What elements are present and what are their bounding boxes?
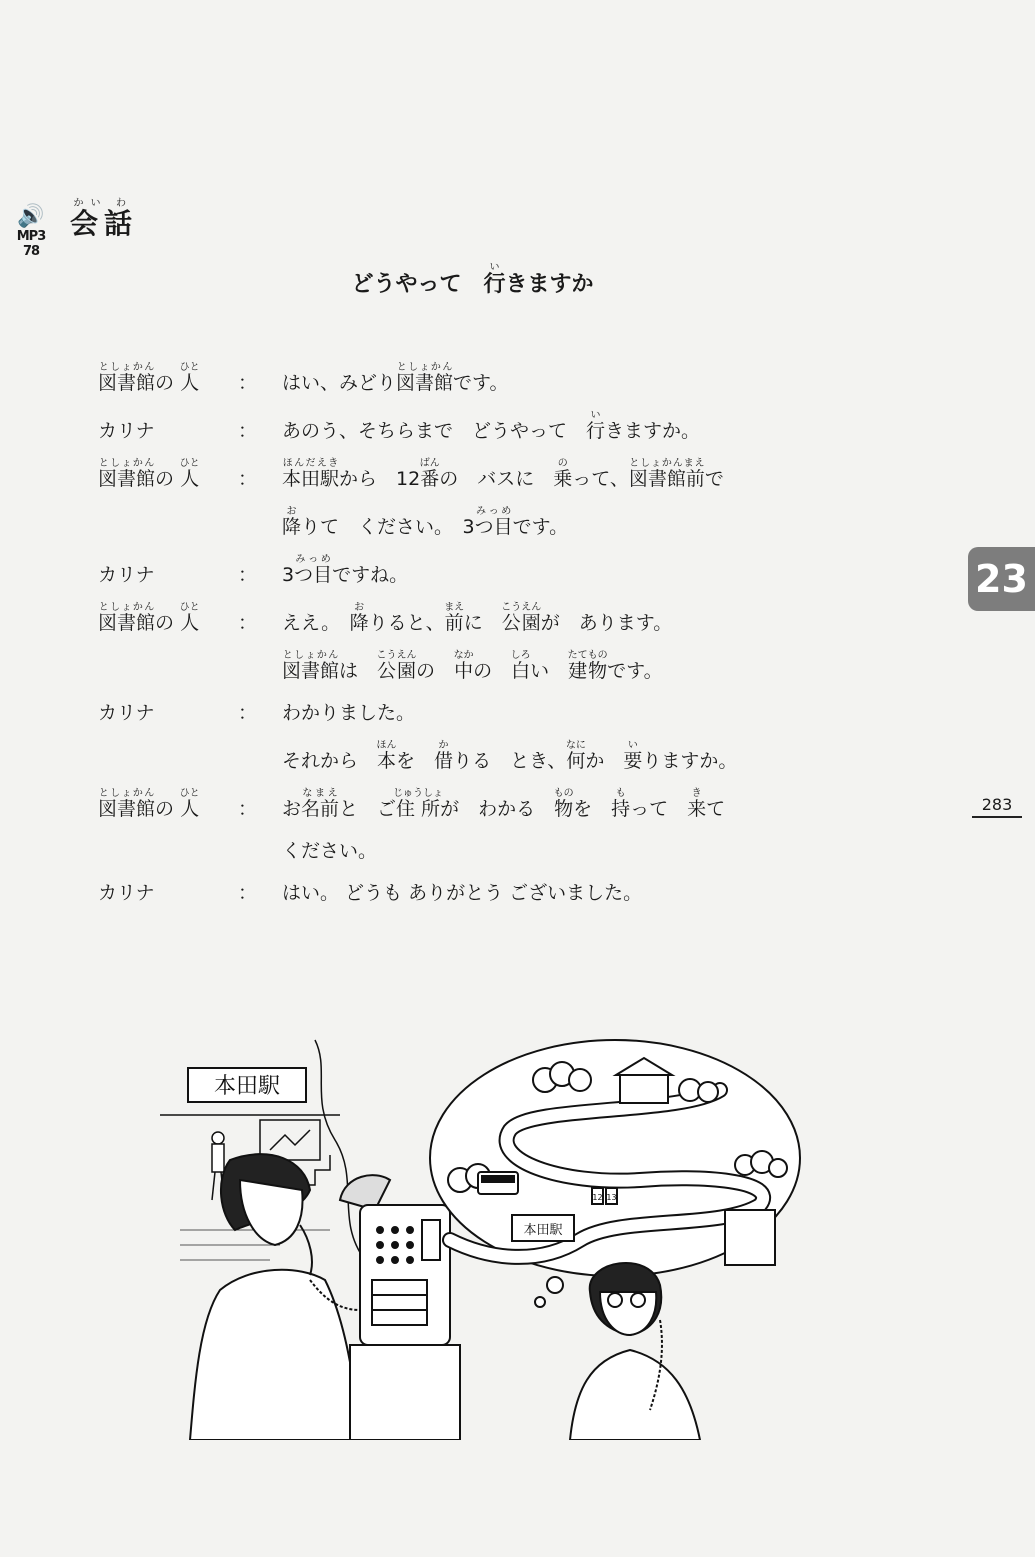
dialogue-line: 降おりて ください。 3つ目みっめです。 <box>282 506 569 538</box>
speaker-icon: 🔊 <box>17 204 45 229</box>
svg-text:12: 12 <box>592 1193 603 1202</box>
dialogue-line: 図書館としょかんの 人ひと ： お名前なまえと ご住所じゅうしょが わかる 物ものを 持もって 来きて <box>98 788 918 824</box>
speaker-librarian: 図書館としょかんの 人ひと <box>98 788 200 820</box>
speaker-karina: カリナ <box>98 564 155 586</box>
station-sign <box>188 1068 306 1102</box>
speaker-librarian: 図書館としょかんの 人ひと <box>98 458 200 490</box>
dialogue-line: 図書館としょかんの 人ひと ： ええ。 降おりると、前まえに 公園こうえんが あります。 <box>98 602 918 638</box>
karina-figure <box>190 1154 360 1440</box>
dialogue-line: それから 本ほんを 借かりる とき、何なにか 要いりますか。 <box>282 740 738 772</box>
dialogue-line: 図書館としょかんの 人ひと ： はい、みどり図書館としょかんです。 <box>98 362 918 398</box>
librarian-figure <box>570 1263 700 1440</box>
dialogue-line: 図書館としょかんは 公園こうえんの 中なかの 白しろい 建物たてものです。 <box>282 650 663 682</box>
speaker-karina: カリナ <box>98 882 155 904</box>
dialogue-line: ください。 <box>282 840 378 862</box>
speaker-karina: カリナ <box>98 420 155 442</box>
bubble-station-text: 本田駅 <box>523 1223 563 1238</box>
dialogue-line: 図書館としょかんの 人ひと ： 本田駅ほんだえきから 12番ばんの バスに 乗のって、図書館前としょかんまえで <box>98 458 918 494</box>
payphone <box>340 1175 460 1440</box>
dialogue-line: カリナ ： 3つ目みっめですね。 <box>98 554 918 590</box>
dialogue-line: カリナ ： はい。 どうも ありがとう ございました。 <box>98 878 918 908</box>
svg-text:13: 13 <box>606 1193 617 1202</box>
dialogue-line: カリナ ： あのう、そちらまで どうやって 行いきますか。 <box>98 410 918 446</box>
chapter-tab[interactable]: 23 <box>968 547 1035 611</box>
station-sign-text: 本田駅 <box>213 1074 281 1099</box>
section-title: 会かい話わ <box>70 198 139 240</box>
speaker-librarian: 図書館としょかんの 人ひと <box>98 602 200 634</box>
dialogue <box>98 350 918 908</box>
phone-call-illustration <box>160 1030 820 1440</box>
speaker-librarian: 図書館としょかんの 人ひと <box>98 362 200 394</box>
dialogue-line: カリナ ： わかりました。 <box>98 698 918 728</box>
audio-track[interactable] <box>8 206 54 259</box>
speaker-karina: カリナ <box>98 702 155 724</box>
dialogue-title: どうやって 行いきますか <box>351 262 594 297</box>
mp3-label: MP3 78 <box>16 229 46 259</box>
page-number: 283 <box>972 795 1022 818</box>
